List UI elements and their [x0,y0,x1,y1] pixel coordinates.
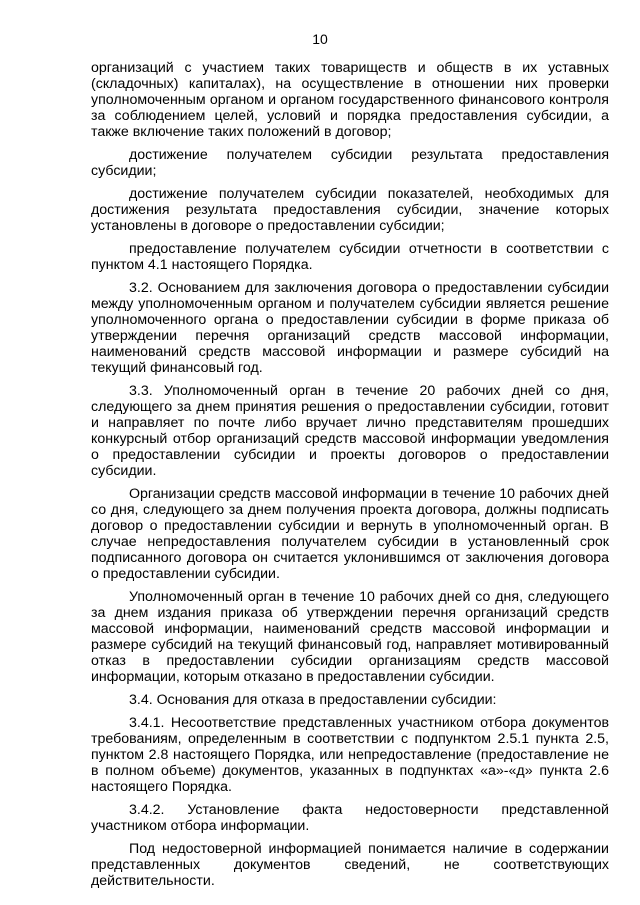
paragraph-3-4-1: 3.4.1. Несоответствие представленных участником отбора документов требованиям, определенным в соответствии с подпунктом 2.5.1 пункта 2.5, пунктом 2.8 настоящего Порядка, или непредоставление (предоставление не в полном объеме) документов, указанных в подпунктах «а»-«д» пункта 2.6 настоящего Порядка. [91,714,609,796]
page-number: 10 [312,31,328,47]
paragraph-3-3: 3.3. Уполномоченный орган в течение 20 рабочих дней со дня, следующего за днем принятия решения о предоставлении субсидии, готовит и направляет по почте либо вручает лично представителям прошедших конкурсный отбор организаций средств массовой информации уведомления о предоставлении субсидии и проекты договоров о предоставлении субсидии. [91,382,609,480]
paragraph-3-2: 3.2. Основанием для заключения договора о предоставлении субсидии между уполномоченным органом и получателем субсидии является решение уполномоченного органа о предоставлении субсидии в форме приказа об утверждении перечня организаций средств массовой информации, наименований средств массовой информации и размере субсидий на текущий финансовый год. [91,279,609,376]
paragraph-organizations-sign: Организации средств массовой информации в течение 10 рабочих дней со дня, следующего за днем получения проекта договора, должны подписать договор о предоставлении субсидии и вернуть в уполномоченный орган. В случае непредоставления получателем субсидии в установленный срок подписанного договора он считается уклонившимся от заключения договора о предоставлении субсидии. [91,485,609,583]
paragraph-3-4-2: 3.4.2. Установление факта недостоверности представленной участником отбора информации. [91,801,609,834]
paragraph-continuation: организаций с участием таких товариществ и обществ в их уставных (складочных) капиталах), на осуществление в отношении них проверки уполномоченным органом и органом государственного финансового контроля за соблюдением целей, условий и порядка предоставления субсидии, а также включение таких положений в договор; [91,60,609,141]
document-body [91,60,609,896]
paragraph-condition-reporting: предоставление получателем субсидии отчетности в соответствии с пунктом 4.1 настоящего Порядка. [91,240,609,273]
paragraph-3-4: 3.4. Основания для отказа в предоставлении субсидии: [129,692,497,709]
paragraph-false-info-definition: Под недостоверной информацией понимается наличие в содержании представленных документов сведений, не соответствующих действительности. [91,840,609,889]
paragraph-condition-indicators: достижение получателем субсидии показателей, необходимых для достижения результата предоставления субсидии, значение которых установлены в договоре о предоставлении субсидии; [91,185,609,235]
paragraph-condition-result: достижение получателем субсидии результата предоставления субсидии; [91,147,609,180]
paragraph-refusal-notice: Уполномоченный орган в течение 10 рабочих дней со дня, следующего за днем издания приказа об утверждении перечня организаций средств массовой информации, наименований средств массовой информации и размере субсидий на текущий финансовый год, направляет мотивированный отказ в предоставлении субсидии организациям средств массовой информации, которым отказано в предоставлении субсидии. [91,588,609,686]
